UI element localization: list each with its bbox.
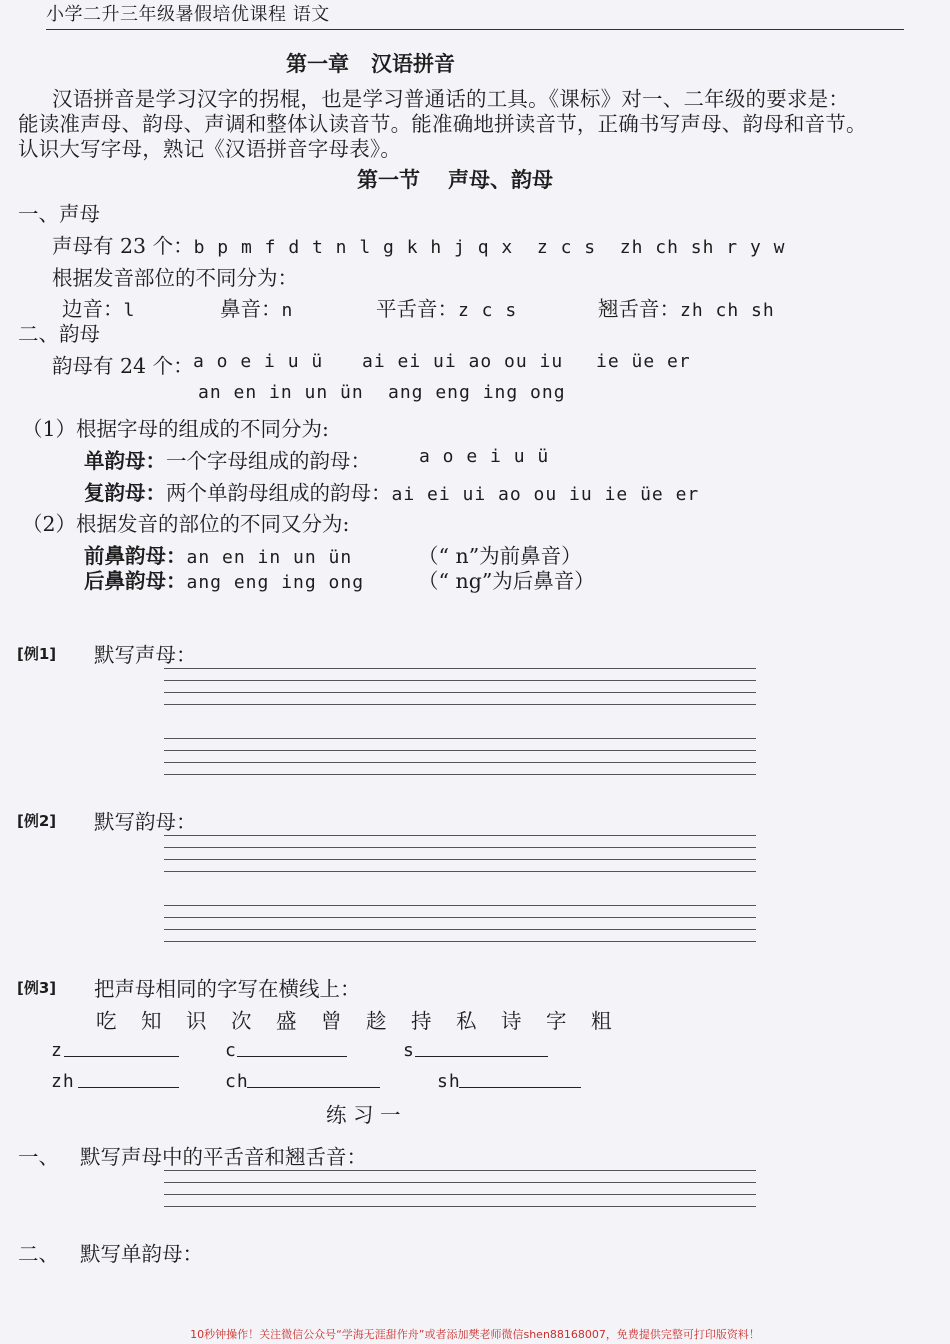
blank-line-sh[interactable] [459, 1087, 581, 1088]
hou-bi-row [84, 564, 364, 594]
practice-title: 练 习 一 [326, 1103, 401, 1127]
example-2-writing-lines[interactable] [164, 835, 756, 945]
blank-line-zh[interactable] [78, 1087, 179, 1088]
hou-bi-label: 后鼻韵母： [84, 569, 187, 593]
example-3-characters: 吃 知 识 次 盛 曾 趁 持 私 诗 字 粗 [96, 1009, 612, 1033]
yunmu-count-label: 韵母有 24 个： [52, 354, 194, 378]
qian-bi-note: （“ n”为前鼻音） [418, 544, 582, 568]
yunmu-row2a: an en in un ün [198, 382, 364, 403]
blank-line-z[interactable] [64, 1056, 179, 1057]
fu-yunmu-value: ai ei ui ao ou iu ie üe er [391, 484, 700, 505]
blank-label-c: c [225, 1040, 237, 1061]
fu-yunmu-row [84, 476, 699, 506]
intro-line-3: 认识大写字母，熟记《汉语拼音字母表》。 [18, 137, 402, 161]
fu-yunmu-label: 复韵母： [84, 481, 166, 505]
shengmu-count-label: 声母有 23 个： [52, 234, 194, 258]
intro-line-2: 能读准声母、韵母、声调和整体认读音节。能准确地拼读音节，正确书写声母、韵母和音节。 [18, 112, 867, 136]
section-title [357, 164, 553, 194]
dan-yunmu-desc: 一个字母组成的韵母： [166, 449, 371, 473]
chapter-number: 第一章 [286, 51, 349, 76]
example-1-writing-lines[interactable] [164, 668, 756, 778]
shengmu-group-bi: 鼻音：n [220, 297, 294, 321]
practice-q1-writing-lines[interactable] [164, 1170, 756, 1210]
example-2-prompt: 默写韵母： [94, 810, 197, 834]
section-name: 声母、韵母 [448, 167, 553, 192]
yunmu-sub1: （1）根据字母的组成的不同分为: [22, 417, 329, 441]
example-3-prompt: 把声母相同的字写在横线上： [94, 977, 361, 1001]
page-header: 小学二升三年级暑假培优课程 语文 [46, 4, 330, 25]
shengmu-group-pingshe: 平舌音：z c s [376, 297, 518, 321]
practice-q1-number: 一、 [18, 1145, 59, 1169]
shengmu-heading: 一、声母 [18, 202, 100, 226]
blank-line-c[interactable] [237, 1056, 347, 1057]
yunmu-row1b: ai ei ui ao ou iu [362, 351, 564, 372]
intro-line-1: 汉语拼音是学习汉字的拐棍，也是学习普通话的工具。《课标》对一、二年级的要求是： [52, 87, 850, 111]
chapter-title [286, 48, 455, 78]
practice-q2-number: 二、 [18, 1242, 59, 1266]
example-1-tag: [例1] [17, 645, 57, 663]
practice-q1-text: 默写声母中的平舌音和翘舌音： [80, 1145, 367, 1169]
blank-label-z: z [51, 1040, 63, 1061]
yunmu-heading: 二、韵母 [18, 322, 100, 346]
shengmu-group-bian: 边音：l [62, 297, 136, 321]
dan-yunmu-label: 单韵母： [84, 449, 166, 473]
chapter-name: 汉语拼音 [371, 51, 455, 76]
shengmu-classify-label: 根据发音部位的不同分为： [52, 266, 298, 290]
example-2-tag: [例2] [17, 812, 57, 830]
yunmu-row2b: ang eng ing ong [388, 382, 566, 403]
header-divider [46, 29, 904, 30]
dan-yunmu-value: a o e i u ü [419, 446, 550, 467]
yunmu-sub2: （2）根据发音的部位的不同又分为: [22, 512, 350, 536]
blank-label-zh: zh [51, 1071, 75, 1092]
example-3-tag: [例3] [17, 979, 57, 997]
promo-footer: 10秒钟操作！关注微信公众号“学海无涯甜作舟”或者添加樊老师微信shen88168007，免费提供完整可打印版资料！ [190, 1328, 760, 1341]
blank-line-ch[interactable] [247, 1087, 380, 1088]
hou-bi-value: ang eng ing ong [186, 572, 365, 593]
example-1-prompt: 默写声母： [94, 643, 197, 667]
blank-label-ch: ch [225, 1071, 249, 1092]
blank-label-sh: sh [437, 1071, 461, 1092]
practice-q2-text: 默写单韵母： [80, 1242, 203, 1266]
shengmu-count-row [52, 229, 785, 259]
section-number: 第一节 [357, 167, 420, 192]
yunmu-row1a: a o e i u ü [193, 351, 324, 372]
blank-line-s[interactable] [415, 1056, 548, 1057]
qian-bi-label: 前鼻韵母： [84, 544, 187, 568]
blank-label-s: s [403, 1040, 415, 1061]
fu-yunmu-desc: 两个单韵母组成的韵母： [166, 481, 392, 505]
yunmu-row1c: ie üe er [596, 351, 691, 372]
shengmu-letters: b p m f d t n l g k h j q x z c s zh ch sh r y w [193, 237, 786, 258]
dan-yunmu-row [84, 444, 371, 474]
shengmu-group-qiaoshe: 翘舌音：zh ch sh [598, 297, 775, 321]
qian-bi-value: an en in un ün [186, 547, 353, 568]
hou-bi-note: （“ ng”为后鼻音） [418, 569, 595, 593]
